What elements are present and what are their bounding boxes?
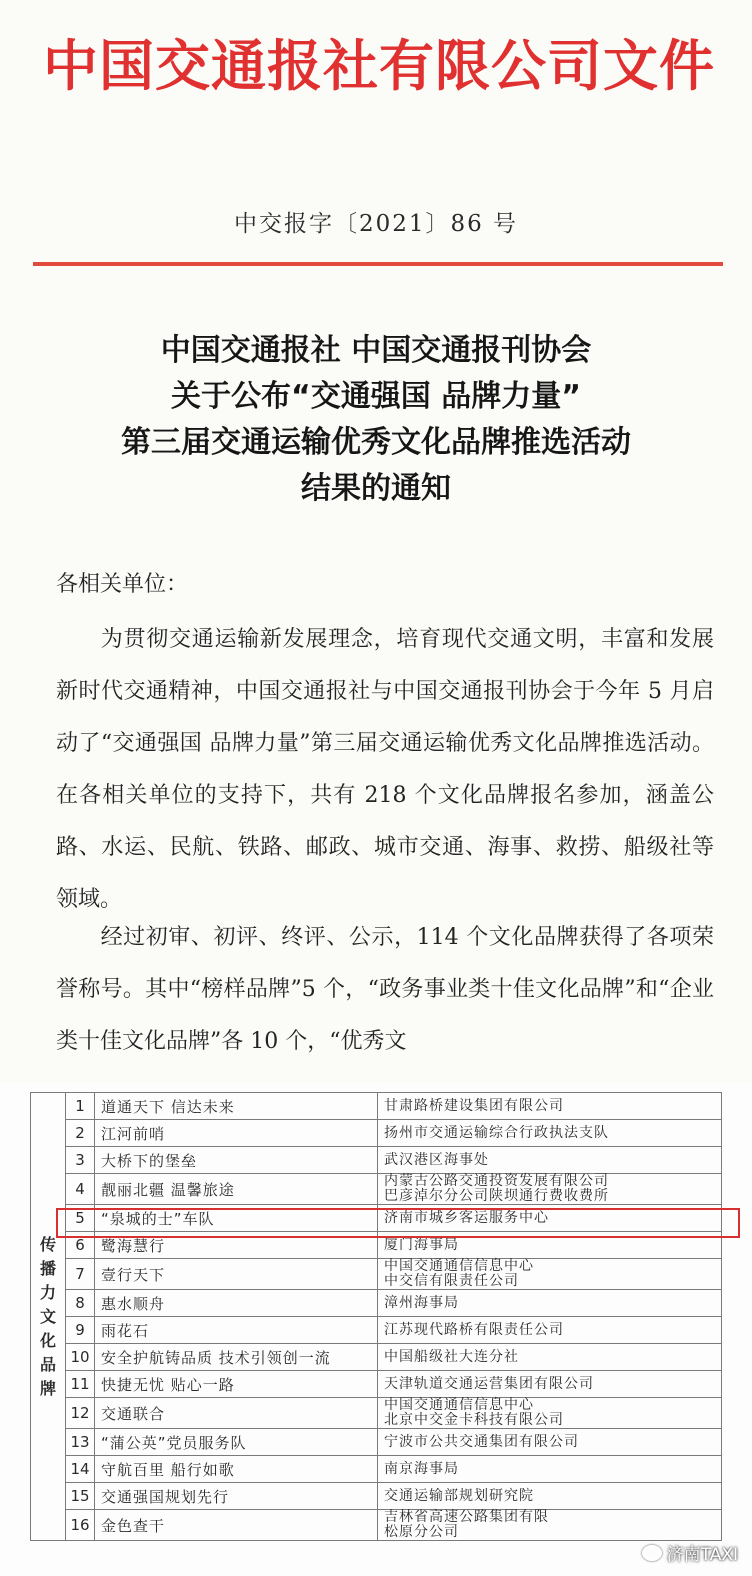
category-char: 播 [39, 1258, 56, 1278]
table-row [31, 1483, 722, 1510]
table-row [31, 1456, 722, 1483]
body-paragraph-1 [56, 614, 714, 926]
unit-cell [378, 1344, 722, 1371]
table-row [31, 1510, 722, 1541]
brand-name: 靓丽北疆 温馨旅途 [95, 1174, 378, 1205]
unit-name: 甘肃路桥建设集团有限公司 [384, 1097, 564, 1114]
brand-name: 安全护航铸品质 技术引领创一流 [95, 1344, 378, 1371]
body-paragraph-2 [56, 912, 714, 1068]
unit-cell [378, 1120, 722, 1147]
notice-title [0, 328, 752, 512]
brand-name: 雨花石 [95, 1317, 378, 1344]
paragraph-text: 为贯彻交通运输新发展理念，培育现代交通文明，丰富和发展新时代交通精神，中国交通报社与中国交通报刊协会于今年 5 月启动了“交通强国 品牌力量”第三届交通运输优秀文化品牌推选活动。在各相关单位的支持下，共有 218 个文化品牌报名参加，涵盖公路、水运、民航、铁路、邮政、城市交通、海事、救捞、船级社等领域。 [56, 627, 714, 912]
unit-name: 吉林省高速公路集团有限 [384, 1509, 549, 1525]
row-number: 5 [66, 1205, 95, 1232]
unit-name: 中国交通通信信息中心 [384, 1258, 534, 1274]
table-row [31, 1317, 722, 1344]
category-char: 品 [39, 1354, 56, 1374]
unit-name: 江苏现代路桥有限责任公司 [384, 1321, 564, 1338]
table-row [31, 1398, 722, 1429]
row-number: 7 [66, 1259, 95, 1290]
table-row [31, 1147, 722, 1174]
unit-name: 武汉港区海事处 [384, 1151, 489, 1168]
row-number: 16 [66, 1510, 95, 1541]
unit-cell [378, 1290, 722, 1317]
unit-cell [378, 1317, 722, 1344]
red-divider-line [33, 262, 723, 266]
unit-cell [378, 1429, 722, 1456]
brand-name: 金色查干 [95, 1510, 378, 1541]
unit-name: 中国交通通信信息中心 [384, 1397, 534, 1413]
brand-name: 道通天下 信达未来 [95, 1093, 378, 1120]
category-char: 化 [39, 1330, 56, 1350]
row-number: 10 [66, 1344, 95, 1371]
row-number: 9 [66, 1317, 95, 1344]
unit-cell [378, 1483, 722, 1510]
brand-name: 守航百里 船行如歌 [95, 1456, 378, 1483]
row-number: 8 [66, 1290, 95, 1317]
unit-name: 漳州海事局 [384, 1294, 459, 1311]
row-number: 6 [66, 1232, 95, 1259]
unit-cell [378, 1510, 722, 1541]
table-row [31, 1290, 722, 1317]
unit-cell [378, 1174, 722, 1205]
category-char: 传 [39, 1234, 56, 1254]
category-char: 力 [39, 1282, 56, 1302]
unit-cell [378, 1259, 722, 1290]
unit-name: 交通运输部规划研究院 [384, 1487, 534, 1504]
brand-name: 交通联合 [95, 1398, 378, 1429]
salutation: 各相关单位： [56, 572, 189, 597]
unit-name: 厦门海事局 [384, 1236, 459, 1253]
unit-name: 济南市城乡客运服务中心 [384, 1209, 549, 1226]
row-number: 2 [66, 1120, 95, 1147]
watermark-text: 济南TAXI [666, 1545, 738, 1565]
brand-name: 惠水顺舟 [95, 1290, 378, 1317]
unit-cell [378, 1456, 722, 1483]
table-row [31, 1093, 722, 1120]
brand-name: 鹭海慧行 [95, 1232, 378, 1259]
category-char: 文 [39, 1306, 56, 1326]
unit-name: 巴彦淖尔分公司陕坝通行费收费所 [384, 1188, 609, 1204]
letterhead-title: 中国交通报社有限公司文件 [42, 34, 715, 98]
brand-name: 大桥下的堡垒 [95, 1147, 378, 1174]
table-row [31, 1429, 722, 1456]
row-number: 1 [66, 1093, 95, 1120]
brand-name: “泉城的士”车队 [95, 1205, 378, 1232]
row-number: 4 [66, 1174, 95, 1205]
unit-cell [378, 1398, 722, 1429]
title-line: 关于公布“交通强国 品牌力量” [171, 379, 581, 414]
document-number: 中交报字〔2021〕86 号 [233, 211, 519, 237]
brand-table [30, 1092, 722, 1541]
unit-cell [378, 1093, 722, 1120]
title-line: 结果的通知 [301, 471, 451, 506]
unit-name: 内蒙古公路交通投资发展有限公司 [384, 1173, 609, 1189]
row-number: 15 [66, 1483, 95, 1510]
table-row [31, 1344, 722, 1371]
category-cell [31, 1093, 66, 1541]
row-number: 11 [66, 1371, 95, 1398]
brand-name: 江河前哨 [95, 1120, 378, 1147]
unit-name: 天津轨道交通运营集团有限公司 [384, 1375, 594, 1392]
brand-table-section [0, 1082, 752, 1576]
row-number: 13 [66, 1429, 95, 1456]
row-number: 3 [66, 1147, 95, 1174]
wechat-icon [642, 1545, 662, 1561]
unit-name: 南京海事局 [384, 1460, 459, 1477]
row-number: 14 [66, 1456, 95, 1483]
brand-name: “蒲公英”党员服务队 [95, 1429, 378, 1456]
table-row [31, 1259, 722, 1290]
highlight-box [56, 1208, 740, 1238]
unit-name: 扬州市交通运输综合行政执法支队 [384, 1124, 609, 1141]
watermark [642, 1540, 738, 1565]
table-row [31, 1120, 722, 1147]
title-line: 中国交通报社 中国交通报刊协会 [160, 333, 592, 368]
category-char: 牌 [39, 1378, 56, 1398]
paragraph-text: 经过初审、初评、终评、公示，114 个文化品牌获得了各项荣誉称号。其中“榜样品牌”5 个，“政务事业类十佳文化品牌”和“企业类十佳文化品牌”各 10 个，“优秀文 [56, 925, 714, 1054]
unit-name: 北京中交金卡科技有限公司 [384, 1412, 564, 1428]
row-number: 12 [66, 1398, 95, 1429]
brand-name: 快捷无忧 贴心一路 [95, 1371, 378, 1398]
brand-name: 交通强国规划先行 [95, 1483, 378, 1510]
unit-cell [378, 1371, 722, 1398]
unit-cell [378, 1147, 722, 1174]
title-line: 第三届交通运输优秀文化品牌推选活动 [121, 425, 631, 460]
unit-name: 中国船级社大连分社 [384, 1348, 519, 1365]
table-row [31, 1371, 722, 1398]
unit-name: 宁波市公共交通集团有限公司 [384, 1433, 579, 1450]
unit-name: 中交信有限责任公司 [384, 1273, 519, 1289]
unit-name: 松原分公司 [384, 1524, 459, 1540]
brand-name: 壹行天下 [95, 1259, 378, 1290]
table-row [31, 1174, 722, 1205]
